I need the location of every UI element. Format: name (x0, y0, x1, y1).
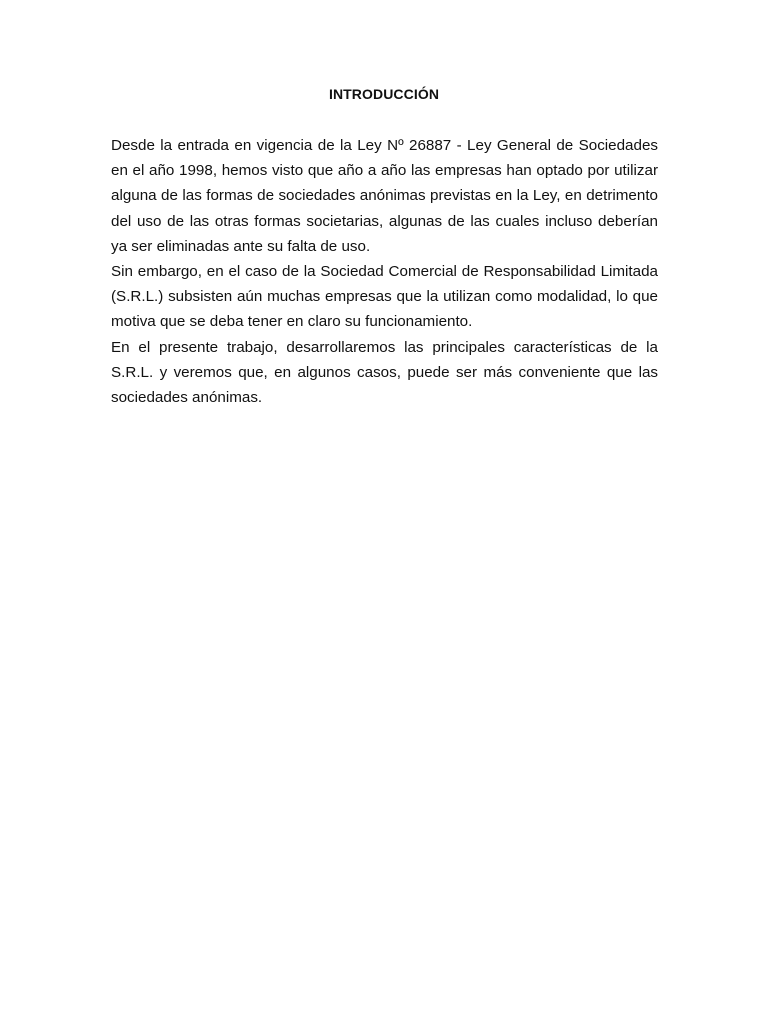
body-text (111, 133, 658, 410)
paragraph: Sin embargo, en el caso de la Sociedad Comercial de Responsabilidad Limitada (S.R.L.) subsisten aún muchas empresas que la utilizan como modalidad, lo que motiva que se deba tener en claro su funcionamiento. (111, 263, 658, 331)
paragraph: Desde la entrada en vigencia de la Ley Nº 26887 - Ley General de Sociedades en el año 1998, hemos visto que año a año las empresas han optado por utilizar alguna de las formas de sociedades anónimas previstas en la Ley, en detrimento del uso de las otras formas societarias, algunas de las cuales incluso deberían ya ser eliminadas ante su falta de uso. (111, 137, 658, 255)
page-title: INTRODUCCIÓN (328, 86, 440, 102)
paragraph: En el presente trabajo, desarrollaremos las principales características de la S.R.L. y veremos que, en algunos casos, puede ser más conveniente que las sociedades anónimas. (111, 338, 658, 407)
